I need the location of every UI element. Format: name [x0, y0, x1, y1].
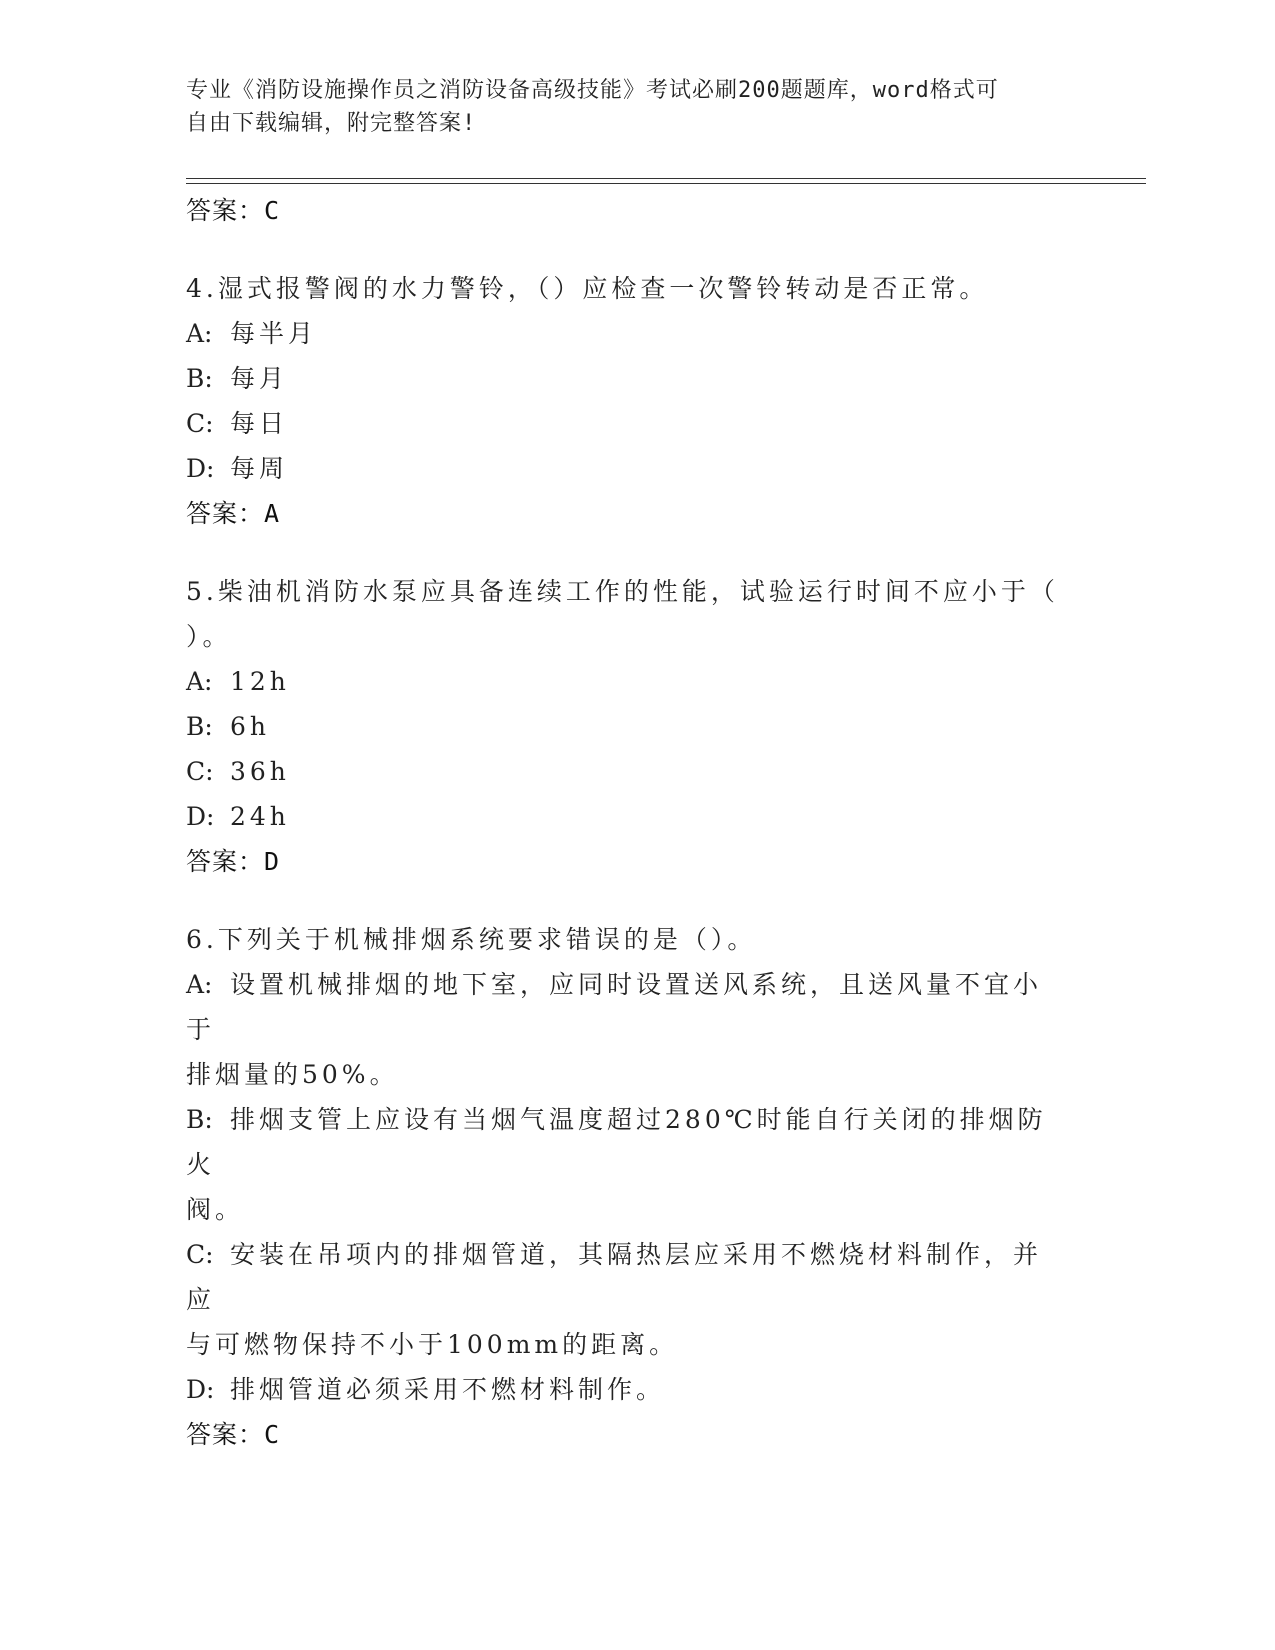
option-letter: C:	[186, 1240, 214, 1269]
option-letter: B:	[186, 364, 213, 393]
option-text: 36h	[230, 757, 290, 786]
question-block	[186, 917, 1066, 1457]
spacer	[186, 536, 1066, 569]
option-text: 每周	[230, 454, 289, 483]
option-b	[186, 704, 1066, 749]
option-letter: D:	[186, 454, 215, 483]
option-a	[186, 311, 1066, 356]
header-rule-top	[186, 178, 1146, 179]
option-b	[186, 356, 1066, 401]
option-letter: A:	[186, 970, 213, 999]
option-text: 排烟管道必须采用不燃材料制作。	[230, 1375, 666, 1404]
answer-line: 答案：C	[186, 1420, 281, 1449]
option-a	[186, 659, 1066, 704]
spacer	[186, 233, 1066, 266]
question-text: 6.下列关于机械排烟系统要求错误的是（）。	[186, 925, 757, 954]
spacer	[186, 884, 1066, 917]
option-a-continued: 排烟量的50%。	[186, 1060, 399, 1089]
question-text: 4.湿式报警阀的水力警铃，（）应检查一次警铃转动是否正常。	[186, 274, 989, 303]
option-text: 12h	[230, 667, 290, 696]
option-text: 设置机械排烟的地下室，应同时设置送风系统，且送风量不宜小于	[186, 970, 1043, 1044]
option-text: 每半月	[230, 319, 318, 348]
option-letter: C:	[186, 409, 214, 438]
question-text-continued: ）。	[186, 622, 232, 651]
option-letter: B:	[186, 1105, 213, 1134]
option-c	[186, 401, 1066, 446]
option-text: 每日	[230, 409, 289, 438]
option-b-continued: 阀。	[186, 1195, 245, 1224]
option-letter: D:	[186, 802, 215, 831]
question-block	[186, 266, 1066, 536]
option-c	[186, 749, 1066, 794]
header-rule-bottom	[186, 183, 1146, 184]
option-letter: B:	[186, 712, 213, 741]
option-text: 每月	[230, 364, 289, 393]
question-list	[186, 188, 1066, 1457]
option-d	[186, 446, 1066, 491]
answer-line: 答案：A	[186, 499, 281, 528]
option-letter: A:	[186, 319, 213, 348]
question-block	[186, 569, 1066, 884]
option-text: 安装在吊项内的排烟管道，其隔热层应采用不燃烧材料制作，并应	[186, 1240, 1043, 1314]
option-text: 6h	[230, 712, 271, 741]
option-b	[186, 1097, 1066, 1187]
option-c	[186, 1232, 1066, 1322]
page-header	[186, 74, 1066, 140]
option-text: 24h	[230, 802, 290, 831]
option-text: 排烟支管上应设有当烟气温度超过280℃时能自行关闭的排烟防火	[186, 1105, 1047, 1179]
option-letter: C:	[186, 757, 214, 786]
question-text: 5.柴油机消防水泵应具备连续工作的性能，试验运行时间不应小于（	[186, 577, 1059, 606]
option-a	[186, 962, 1066, 1052]
option-letter: A:	[186, 667, 213, 696]
option-d	[186, 794, 1066, 839]
option-c-continued: 与可燃物保持不小于100mm的距离。	[186, 1330, 679, 1359]
option-d	[186, 1367, 1066, 1412]
previous-answer: 答案：C	[186, 196, 281, 225]
answer-line: 答案：D	[186, 847, 281, 876]
header-line-2: 自由下载编辑，附完整答案!	[186, 111, 477, 136]
option-letter: D:	[186, 1375, 215, 1404]
header-line-1: 专业《消防设施操作员之消防设备高级技能》考试必刷200题题库，word格式可	[186, 78, 999, 103]
